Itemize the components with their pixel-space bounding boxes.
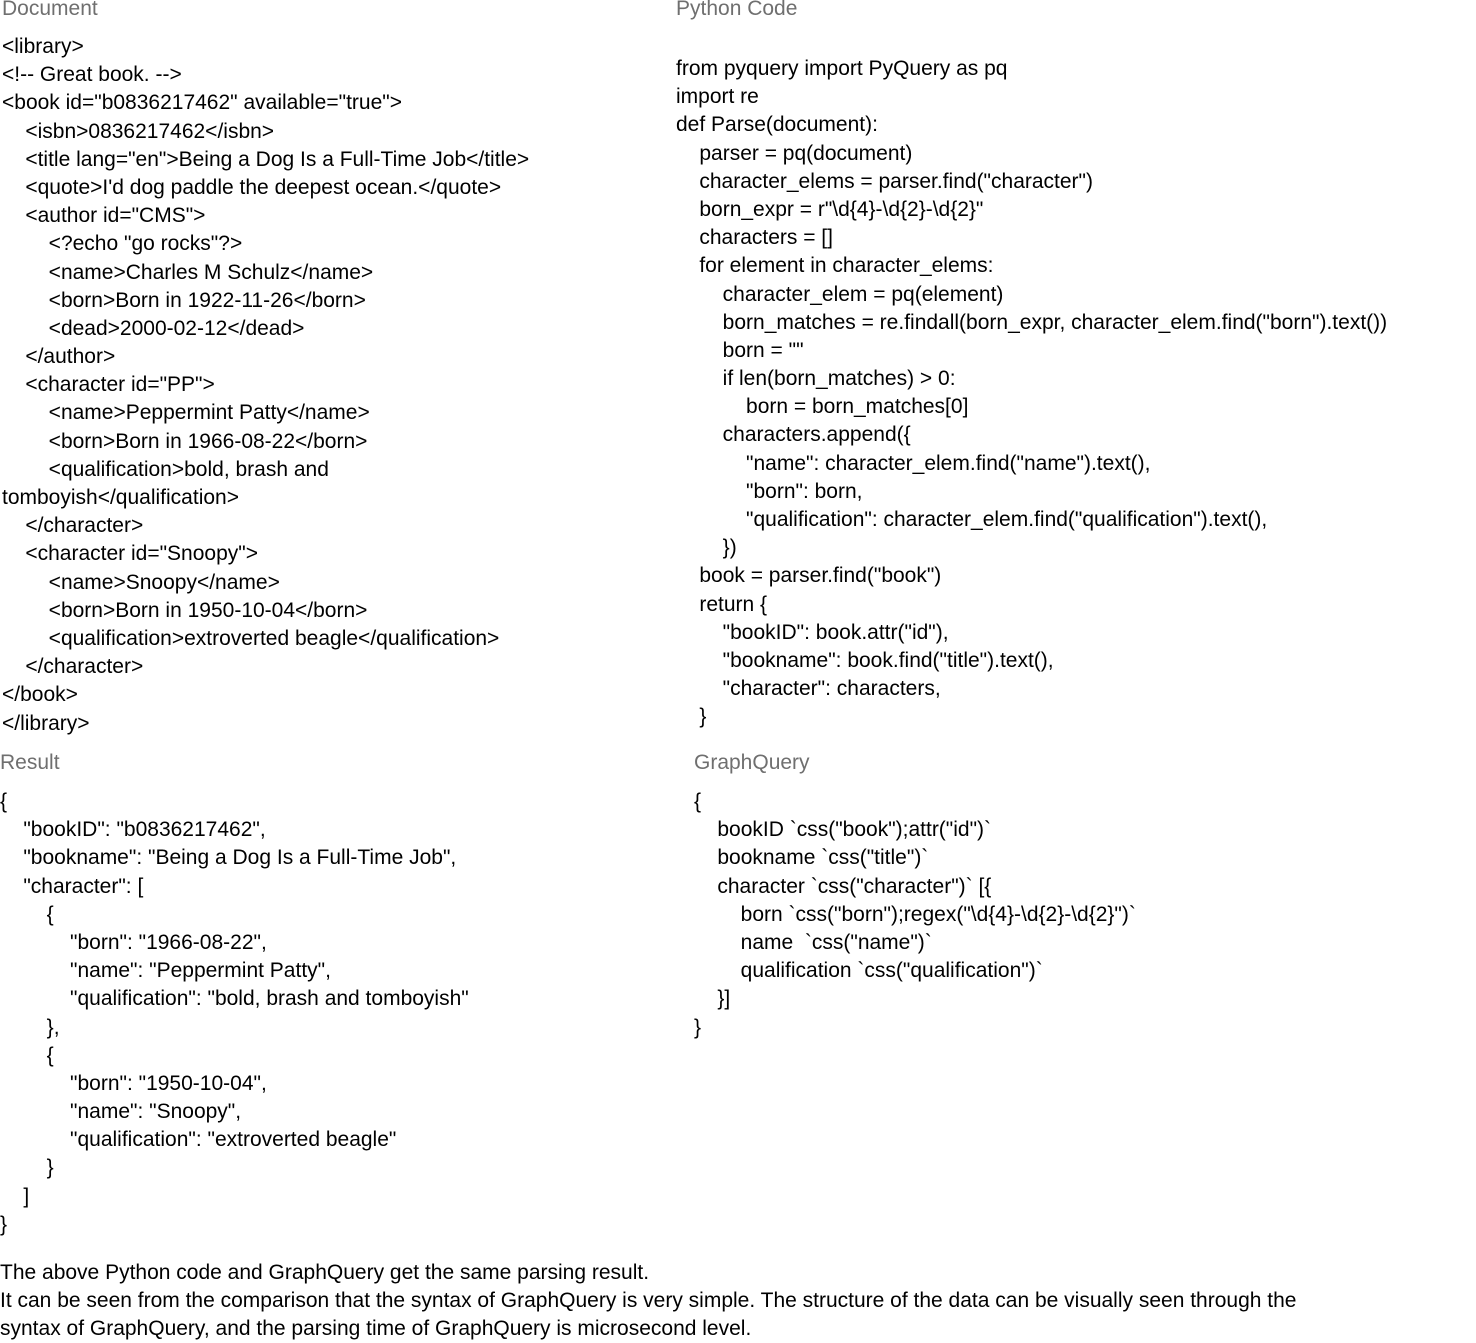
code-line: <qualification>extroverted beagle</qualification> <box>2 626 500 650</box>
code-line: } <box>0 1212 8 1236</box>
code-line: syntax of GraphQuery, and the parsing time of GraphQuery is microsecond level. <box>0 1317 752 1340</box>
code-line: "bookID": book.attr("id"), <box>676 620 949 644</box>
code-line: }) <box>676 536 737 560</box>
code-line: character_elems = parser.find("character") <box>676 169 1093 193</box>
code-line: bookID `css("book");attr("id")` <box>694 818 992 842</box>
code-line: <born>Born in 1966-08-22</born> <box>2 429 368 453</box>
code-line: if len(born_matches) > 0: <box>676 367 956 391</box>
code-line: </character> <box>2 514 144 538</box>
code-line: "born": "1950-10-04", <box>0 1071 267 1095</box>
code-line: "bookname": "Being a Dog Is a Full-Time Job", <box>0 846 457 870</box>
code-line: <!-- Great book. --> <box>2 63 182 87</box>
code-line: }] <box>694 987 731 1011</box>
code-line: <dead>2000-02-12</dead> <box>2 316 305 340</box>
code-line: "born": born, <box>676 479 863 503</box>
code-line: <quote>I'd dog paddle the deepest ocean.</quote> <box>2 175 502 199</box>
code-line: from pyquery import PyQuery as pq <box>676 57 1008 80</box>
code-line: <isbn>0836217462</isbn> <box>2 119 275 143</box>
python-code-title: Python Code <box>676 0 798 20</box>
code-line: } <box>0 1156 54 1180</box>
code-line: "bookname": book.find("title").text(), <box>676 648 1054 672</box>
code-line: <character id="PP"> <box>2 373 215 397</box>
python-code-block <box>676 55 1387 732</box>
code-line: <title lang="en">Being a Dog Is a Full-Time Job</title> <box>2 147 530 171</box>
code-line: for element in character_elems: <box>676 254 994 278</box>
code-line: "bookID": "b0836217462", <box>0 818 266 842</box>
code-line: <name>Snoopy</name> <box>2 570 280 594</box>
code-line: } <box>694 1015 702 1039</box>
code-line: born = born_matches[0] <box>676 395 969 419</box>
code-line: parser = pq(document) <box>676 141 913 165</box>
code-line: { <box>0 902 54 926</box>
code-line: <book id="b0836217462" available="true"> <box>2 91 402 115</box>
document-code-block <box>2 33 529 738</box>
code-line: </character> <box>2 655 144 679</box>
code-line: <author id="CMS"> <box>2 204 206 228</box>
code-line: </book> <box>2 683 78 707</box>
code-line: "qualification": character_elem.find("qualification").text(), <box>676 508 1268 531</box>
code-line: def Parse(document): <box>676 113 878 137</box>
code-line: } <box>676 705 707 729</box>
result-code-block <box>0 788 469 1239</box>
code-line: { <box>0 790 8 813</box>
graphquery-title: GraphQuery <box>694 751 810 774</box>
code-line: }, <box>0 1015 60 1039</box>
code-line: <born>Born in 1922-11-26</born> <box>2 288 366 312</box>
code-line: book = parser.find("book") <box>676 564 942 588</box>
code-line: <character id="Snoopy"> <box>2 542 258 566</box>
code-line: { <box>0 1043 54 1067</box>
code-line: </library> <box>2 711 90 735</box>
code-line: <name>Charles M Schulz</name> <box>2 260 374 284</box>
code-line: born = "" <box>676 338 804 362</box>
code-line: import re <box>676 85 759 109</box>
code-line: "name": "Peppermint Patty", <box>0 959 331 983</box>
code-line: <library> <box>2 35 84 58</box>
code-line: born_matches = re.findall(born_expr, character_elem.find("born").text()) <box>676 310 1388 334</box>
code-line: { <box>694 790 702 813</box>
code-line: character_elem = pq(element) <box>676 282 1004 306</box>
code-line: characters = [] <box>676 226 833 250</box>
code-line: "character": characters, <box>676 677 941 701</box>
code-line: bookname `css("title")` <box>694 846 929 870</box>
code-line: <born>Born in 1950-10-04</born> <box>2 598 368 622</box>
code-line: born `css("born");regex("\d{4}-\d{2}-\d{2}")` <box>694 902 1136 926</box>
code-line: <name>Peppermint Patty</name> <box>2 401 370 425</box>
code-line: "born": "1966-08-22", <box>0 930 267 954</box>
code-line: It can be seen from the comparison that the syntax of GraphQuery is very simple. The structure of the data can be visually seen through the <box>0 1289 1297 1312</box>
code-line: "qualification": "extroverted beagle" <box>0 1128 397 1152</box>
code-line: name `css("name")` <box>694 930 932 954</box>
code-line: "name": character_elem.find("name").text(), <box>676 451 1151 475</box>
code-line: born_expr = r"\d{4}-\d{2}-\d{2}" <box>676 197 984 221</box>
code-line: character `css("character")` [{ <box>694 874 992 898</box>
code-line: The above Python code and GraphQuery get the same parsing result. <box>0 1261 650 1284</box>
code-line: "qualification": "bold, brash and tomboyish" <box>0 987 469 1011</box>
result-title: Result <box>0 751 60 774</box>
graphquery-code-block <box>694 788 1136 1042</box>
code-line: qualification `css("qualification")` <box>694 959 1043 983</box>
code-line: "name": "Snoopy", <box>0 1100 242 1124</box>
code-line: return { <box>676 592 768 616</box>
code-line: tomboyish</qualification> <box>2 486 239 509</box>
code-line: <?echo "go rocks"?> <box>2 232 243 256</box>
code-line: characters.append({ <box>676 423 911 447</box>
code-line: <qualification>bold, brash and <box>2 457 329 481</box>
document-title: Document <box>2 0 98 20</box>
code-line: </author> <box>2 345 116 369</box>
summary-paragraph <box>0 1259 1476 1343</box>
code-line: ] <box>0 1184 30 1208</box>
code-line: "character": [ <box>0 874 144 898</box>
